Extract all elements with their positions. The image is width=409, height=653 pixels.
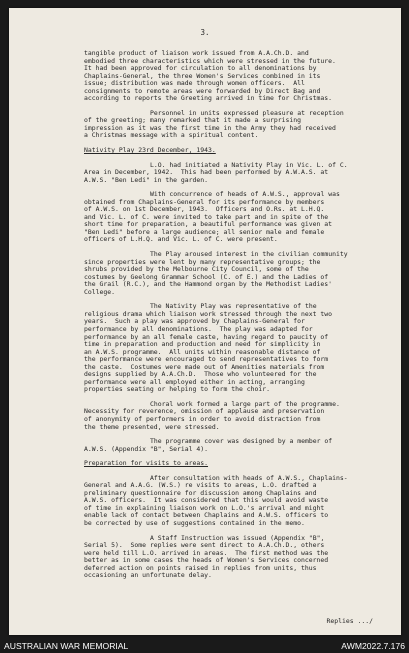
- text-line: performance by an all female caste, having regard to paucity of: [84, 333, 329, 341]
- text-line: the Grail (R.C.), and the Hammond organ by the Methodist Ladies': [84, 281, 333, 289]
- text-line: of the greeting; many remarked that it made a surprising: [84, 117, 302, 125]
- section-heading: [84, 147, 375, 155]
- text-line: College.: [84, 288, 116, 296]
- text-line: occasioning an unfortunate delay.: [84, 572, 212, 580]
- text-line: The programme cover was designed by a member of: [150, 438, 333, 446]
- text-line: the caste. Costumes were made out of Amenities materials from: [84, 363, 325, 371]
- paragraph: [84, 438, 375, 453]
- text-line: A.W.S. "Ben Ledi" in the garden.: [84, 176, 209, 184]
- text-line: L.O. had initiated a Nativity Play in Vic. L. of C.: [150, 161, 348, 169]
- text-line: religious drama which liaison work stressed through the next two: [84, 310, 333, 318]
- text-line: With concurrence of heads of A.W.S., approval was: [150, 191, 340, 199]
- text-line: were held till L.O. arrived in areas. The first method was the: [84, 549, 329, 557]
- text-line: Serial 5). Some replies were sent direct to A.A.Ch.D., others: [84, 542, 325, 550]
- paragraph: [84, 110, 375, 140]
- text-line: designs supplied by A.A.Ch.D. Those who volunteered for the: [84, 371, 317, 379]
- text-line: be corrected by use of suggestions contained in the memo.: [84, 519, 305, 527]
- text-line: shrubs provided by the Melbourne City Council, some of the: [84, 266, 309, 274]
- text-line: costumes by Geelong Grammar School (C. of E.) and the Ladies of: [84, 273, 329, 281]
- text-line: better as in some cases the heads of Women's Services concerned: [84, 557, 329, 565]
- text-line: A.W.S. officers. It was considered that this would avoid waste: [84, 497, 329, 505]
- text-line: obtained from Chaplains-General for its performance by members: [84, 198, 325, 206]
- text-line: the theme presented, were stressed.: [84, 423, 220, 431]
- text-line: A.W.S. (Appendix "B", Serial 4).: [84, 445, 209, 453]
- text-line: properties seating or helping to form the choir.: [84, 386, 271, 394]
- paragraph: [84, 475, 375, 528]
- text-line: consignments to remote areas were forwarded by Direct Bag and: [84, 87, 321, 95]
- text-line: issue; distribution was made through women officers. All: [84, 80, 305, 88]
- text-line: Personnel in units expressed pleasure at reception: [150, 109, 344, 117]
- page-number: 3.: [200, 28, 210, 37]
- paragraph: [84, 50, 375, 103]
- text-line: General and A.A.G. (W.S.) re visits to areas, L.O. drafted a: [84, 482, 317, 490]
- text-line: of A.W.S. on 1st December, 1943. Officers and O.Rs. at L.H.Q.: [84, 206, 325, 214]
- text-line: Nativity Play 23rd December, 1943.: [84, 147, 216, 155]
- document-body: [84, 50, 375, 587]
- text-line: according to reports the Greeting arrived in time for Christmas.: [84, 95, 333, 103]
- document-page: [9, 8, 401, 635]
- text-line: Necessity for reverence, omission of applause and preservation: [84, 408, 325, 416]
- text-line: The Play aroused interest in the civilian community: [150, 251, 348, 259]
- text-line: tangible product of liaison work issued from A.A.Ch.D. and: [84, 50, 309, 57]
- paragraph: [84, 191, 375, 244]
- text-line: of time in explaining liaison work on L.O.'s arrival and might: [84, 504, 325, 512]
- paragraph: [84, 401, 375, 431]
- text-line: Preparation for visits to areas.: [84, 460, 209, 468]
- text-line: the performance were encouraged to send representatives to form: [84, 356, 329, 364]
- archive-footer: [0, 638, 409, 653]
- text-line: performance were all employed either in acting, arranging: [84, 378, 305, 386]
- paragraph: [84, 303, 375, 394]
- text-line: impression as it was the first time in the Army they had received: [84, 124, 336, 132]
- text-line: preliminary questionnaire for discussion among Chaplains and: [84, 489, 317, 497]
- text-line: since properties were lent by many representative groups; the: [84, 258, 321, 266]
- text-line: "Ben Ledi" before a large audience; all senior male and female: [84, 228, 325, 236]
- text-line: years. Such a play was approved by Chaplains-General for: [84, 318, 305, 326]
- text-line: and Vic. L. of C. were invited to take part and in spite of the: [84, 213, 329, 221]
- archive-name: AUSTRALIAN WAR MEMORIAL: [4, 640, 129, 651]
- archive-reference: AWM2022.7.176: [341, 640, 405, 651]
- text-line: Chaplains-General, the three Women's Services combined in its: [84, 72, 321, 80]
- section-heading: [84, 460, 375, 468]
- text-line: A Staff Instruction was issued (Appendix "B",: [150, 534, 325, 542]
- text-line: After consultation with heads of A.W.S., Chaplains-: [150, 474, 348, 482]
- text-line: a Christmas message with a spiritual content.: [84, 132, 259, 140]
- text-line: Area in December, 1942. This had been performed by A.W.A.S. at: [84, 169, 329, 177]
- paragraph: [84, 251, 375, 296]
- paragraph: [84, 535, 375, 580]
- text-line: an A.W.S. programme. All units within reasonable distance of: [84, 348, 321, 356]
- text-line: The Nativity Play was representative of the: [150, 303, 317, 311]
- text-line: short time for preparation, a beautiful performance was given at: [84, 221, 333, 229]
- continuation-note: Replies .../: [326, 617, 373, 625]
- text-line: It had been approved for circulation to all denominations by: [84, 65, 317, 73]
- text-line: deferred action on points raised in replies from units, thus: [84, 564, 317, 572]
- text-line: time in preparation and production and need for simplicity in: [84, 341, 321, 349]
- text-line: Choral work formed a large part of the programme.: [150, 400, 340, 408]
- paragraph: [84, 162, 375, 185]
- text-line: of anonymity of performers in order to avoid distraction from: [84, 415, 321, 423]
- text-line: performance by all denominations. The play was adapted for: [84, 325, 313, 333]
- text-line: embodied three characteristics which were stressed in the future.: [84, 57, 336, 65]
- text-line: officers of L.H.Q. and Vic. L. of C. were present.: [84, 236, 278, 244]
- text-line: enable lack of contact between Chaplains and A.W.S. officers to: [84, 512, 329, 520]
